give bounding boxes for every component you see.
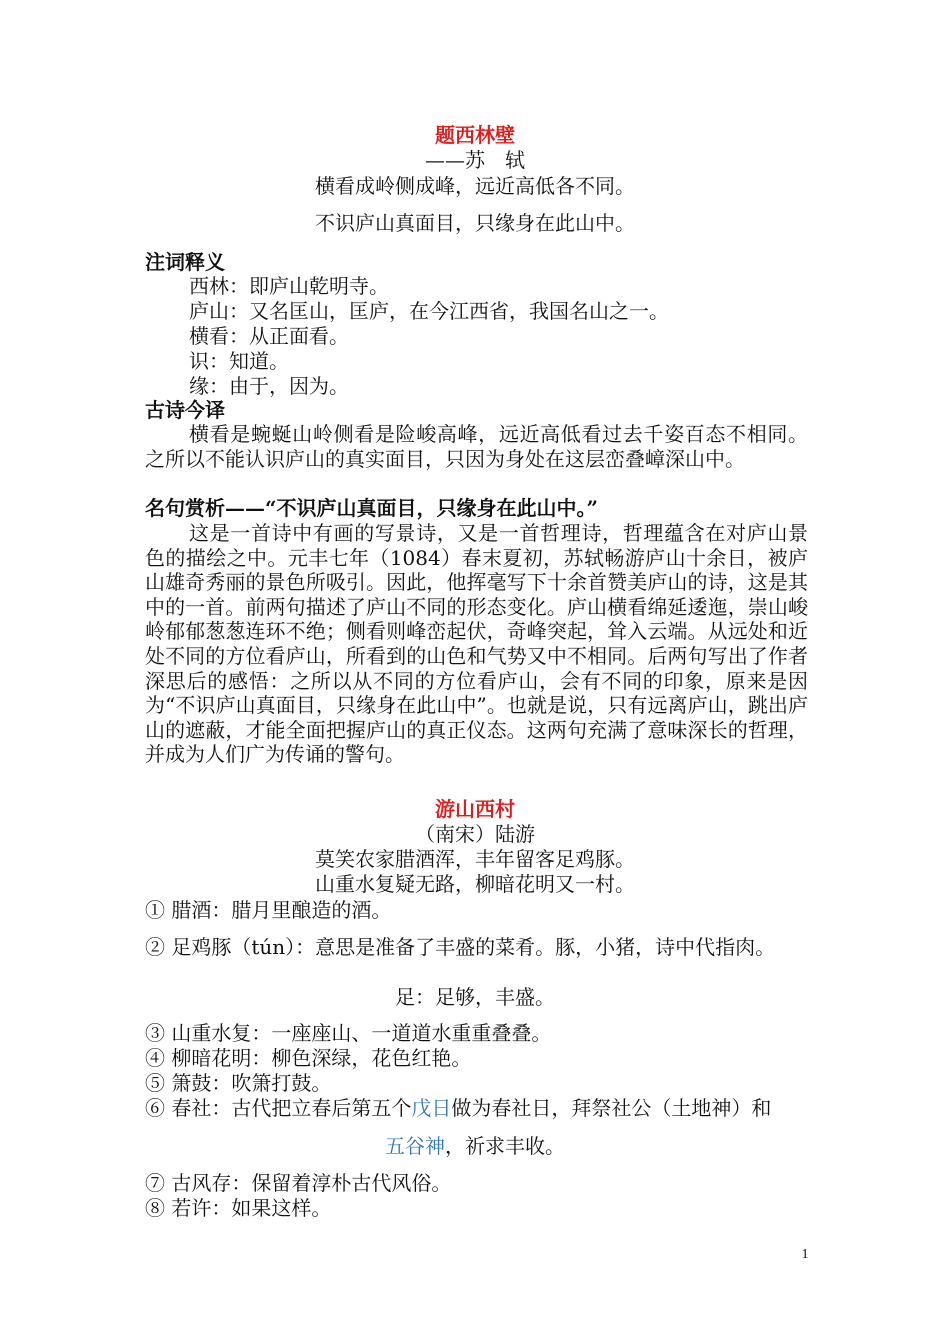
note-item: 缘：由于，因为。 (189, 374, 349, 398)
note-item: ② 足鸡豚（tún）：意思是准备了丰盛的菜肴。豚，小猪，诗中代指肉。 (145, 935, 776, 959)
note-item: 西林：即庐山乾明寺。 (189, 274, 389, 298)
translation-paragraph: 横看是蜿蜒山岭侧看是险峻高峰，远近高低看过去千姿百态不相同。之所以不能认识庐山的真实面目，只因为身处在这层峦叠嶂深山中。 (145, 422, 808, 471)
poem-line: 横看成岭侧成峰，远近高低各不同。 (315, 174, 635, 198)
note-item: ⑧ 若许：如果这样。 (145, 1196, 332, 1220)
note-item: 横看：从正面看。 (189, 324, 349, 348)
note-item: ① 腊酒：腊月里酿造的酒。 (145, 898, 392, 922)
poem-line: 莫笑农家腊酒浑，丰年留客足鸡豚。 (315, 847, 635, 871)
note-item-continued: 足：足够，丰盛。 (395, 985, 555, 1009)
poem-title: 游山西村 (435, 797, 515, 821)
section-heading: 注词释义 (145, 250, 225, 274)
note-item: 识：知道。 (189, 349, 289, 373)
note-item: 庐山：又名匡山，匡庐，在今江西省，我国名山之一。 (189, 299, 669, 323)
note-item: ④ 柳暗花明：柳色深绿，花色红艳。 (145, 1046, 472, 1070)
note-item (145, 1096, 771, 1120)
note-item: ⑦ 古风存：保留着淳朴古代风俗。 (145, 1171, 452, 1195)
note-item: ⑤ 箫鼓：吹箫打鼓。 (145, 1071, 332, 1095)
poem-author: ——苏 轼 (425, 148, 525, 172)
note-item: ③ 山重水复：一座座山、一道道水重重叠叠。 (145, 1021, 552, 1045)
appreciation-paragraph: 这是一首诗中有画的写景诗，又是一首哲理诗，哲理蕴含在对庐山景色的描绘之中。元丰七年（1084）春末夏初，苏轼畅游庐山十余日，被庐山雄奇秀丽的景色所吸引。因此，他挥毫写下十余首赞美庐山的诗，这是其中的一首。前两句描述了庐山不同的形态变化。庐山横看绵延逶迤，崇山峻岭郁郁葱葱连环不绝；侧看则峰峦起伏，奇峰突起，耸入云端。从远处和近处不同的方位看庐山，所看到的山色和气势又中不相同。后两句写出了作者深思后的感悟：之所以从不同的方位看庐山，会有不同的印象，原来是因为“不识庐山真面目，只缘身在此山中”。也就是说，只有远离庐山，跳出庐山的遮蔽，才能全面把握庐山的真正仪态。这两句充满了意味深长的哲理，并成为人们广为传诵的警句。 (145, 521, 808, 767)
poem-title: 题西林壁 (435, 123, 515, 147)
section-heading: 名句赏析——“不识庐山真面目，只缘身在此山中。” (145, 496, 599, 520)
note-text: 做为春社日，拜祭社公（土地神）和 (451, 1096, 772, 1120)
note-item-continued (0, 1134, 950, 1158)
hyperlink-wugushen[interactable]: 五谷神 (385, 1134, 445, 1158)
poem-author: （南宋）陆游 (415, 822, 535, 846)
hyperlink-wuri[interactable]: 戊日 (411, 1096, 452, 1120)
poem-line: 山重水复疑无路，柳暗花明又一村。 (315, 872, 635, 896)
poem-line: 不识庐山真面目，只缘身在此山中。 (315, 211, 635, 235)
note-text: ，祈求丰收。 (445, 1134, 565, 1158)
page-number: 1 (801, 1247, 809, 1262)
section-heading: 古诗今译 (145, 398, 225, 422)
note-text: ⑥ 春社：古代把立春后第五个 (145, 1096, 412, 1120)
